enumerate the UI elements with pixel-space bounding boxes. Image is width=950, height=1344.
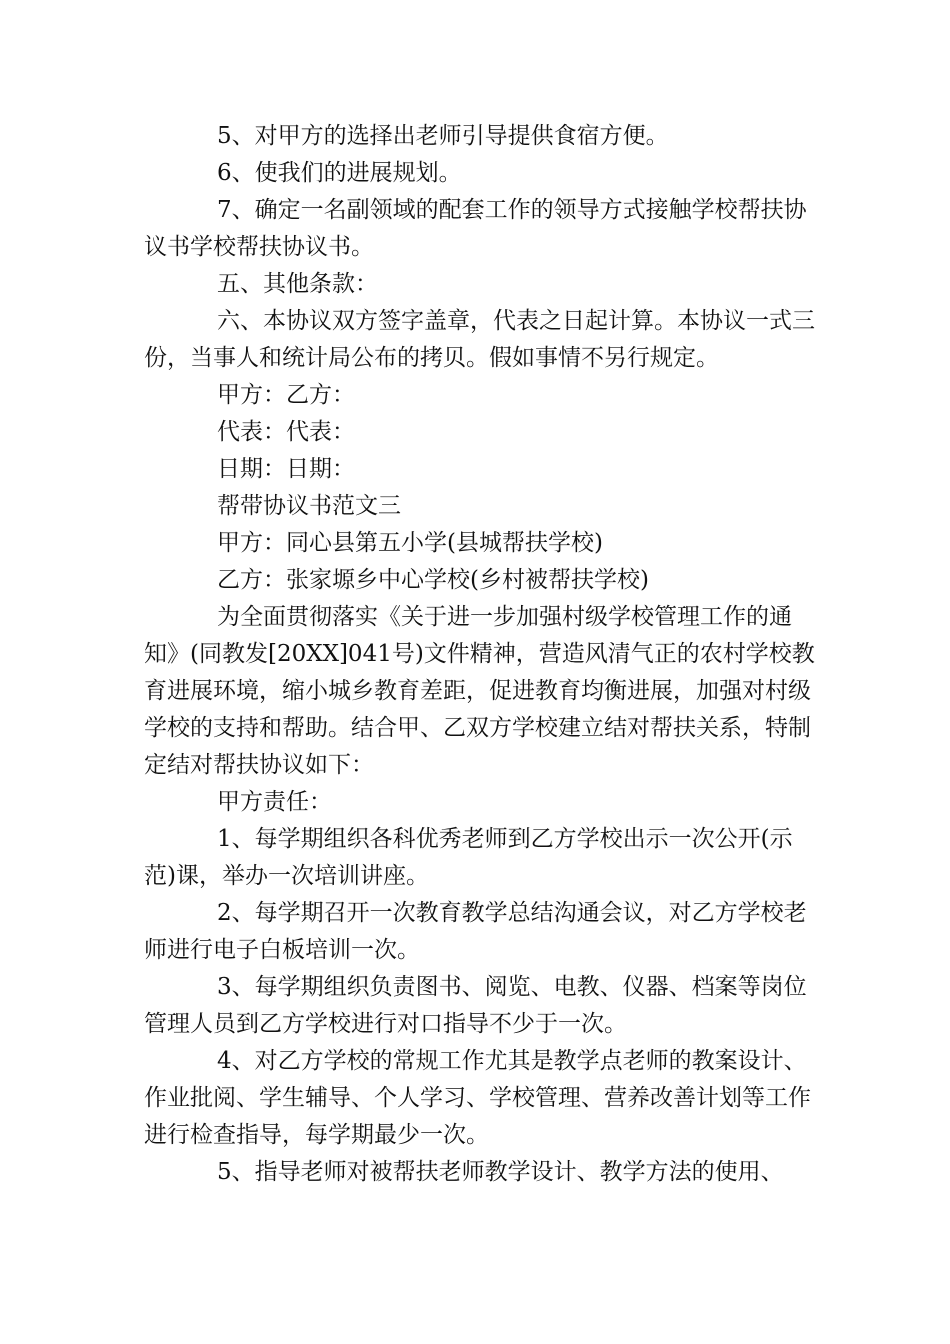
duty-item-1: 1、每学期组织各科优秀老师到乙方学校出示一次公开(示范)课，举办一次培训讲座。 — [144, 826, 793, 889]
document-body — [144, 118, 824, 1191]
section-heading-party-a-duties: 甲方责任： — [217, 789, 332, 815]
duty-item-3: 3、每学期组织负责图书、阅览、电教、仪器、档案等岗位管理人员到乙方学校进行对口指导不少于一次。 — [144, 974, 807, 1037]
paragraph-effective-date: 六、本协议双方签字盖章，代表之日起计算。本协议一式三份，当事人和统计局公布的拷贝。假如事情不另行规定。 — [144, 308, 815, 371]
signature-party-line: 甲方：乙方： — [217, 382, 355, 408]
duty-item-5: 5、指导老师对被帮扶老师教学设计、教学方法的使用、 — [217, 1159, 784, 1185]
duty-item-4: 4、对乙方学校的常规工作尤其是教学点老师的教案设计、作业批阅、学生辅导、个人学习、学校管理、营养改善计划等工作进行检查指导，每学期最少一次。 — [144, 1048, 811, 1148]
signature-representative-line: 代表：代表： — [217, 419, 355, 445]
preamble-paragraph: 为全面贯彻落实《关于进一步加强村级学校管理工作的通知》(同教发[20XX]041号)文件精神，营造风清气正的农村学校教育进展环境，缩小城乡教育差距，促进教育均衡进展，加强对村级学校的支持和帮助。结合甲、乙双方学校建立结对帮扶关系，特制定结对帮扶协议如下： — [144, 604, 815, 778]
document-subtitle: 帮带协议书范文三 — [217, 493, 401, 519]
section-heading-other-terms: 五、其他条款： — [217, 271, 378, 297]
paragraph-item-6-planning: 6、使我们的进展规划。 — [217, 160, 462, 186]
signature-date-line: 日期：日期： — [217, 456, 355, 482]
paragraph-item-7-leadership: 7、确定一名副领域的配套工作的领导方式接触学校帮扶协议书学校帮扶协议书。 — [144, 197, 807, 260]
party-a-line: 甲方：同心县第五小学(县城帮扶学校) — [217, 530, 603, 556]
duty-item-2: 2、每学期召开一次教育教学总结沟通会议，对乙方学校老师进行电子白板培训一次。 — [144, 900, 807, 963]
party-b-line: 乙方：张家塬乡中心学校(乡村被帮扶学校) — [217, 567, 649, 593]
paragraph-item-5-lodging: 5、对甲方的选择出老师引导提供食宿方便。 — [217, 123, 669, 149]
